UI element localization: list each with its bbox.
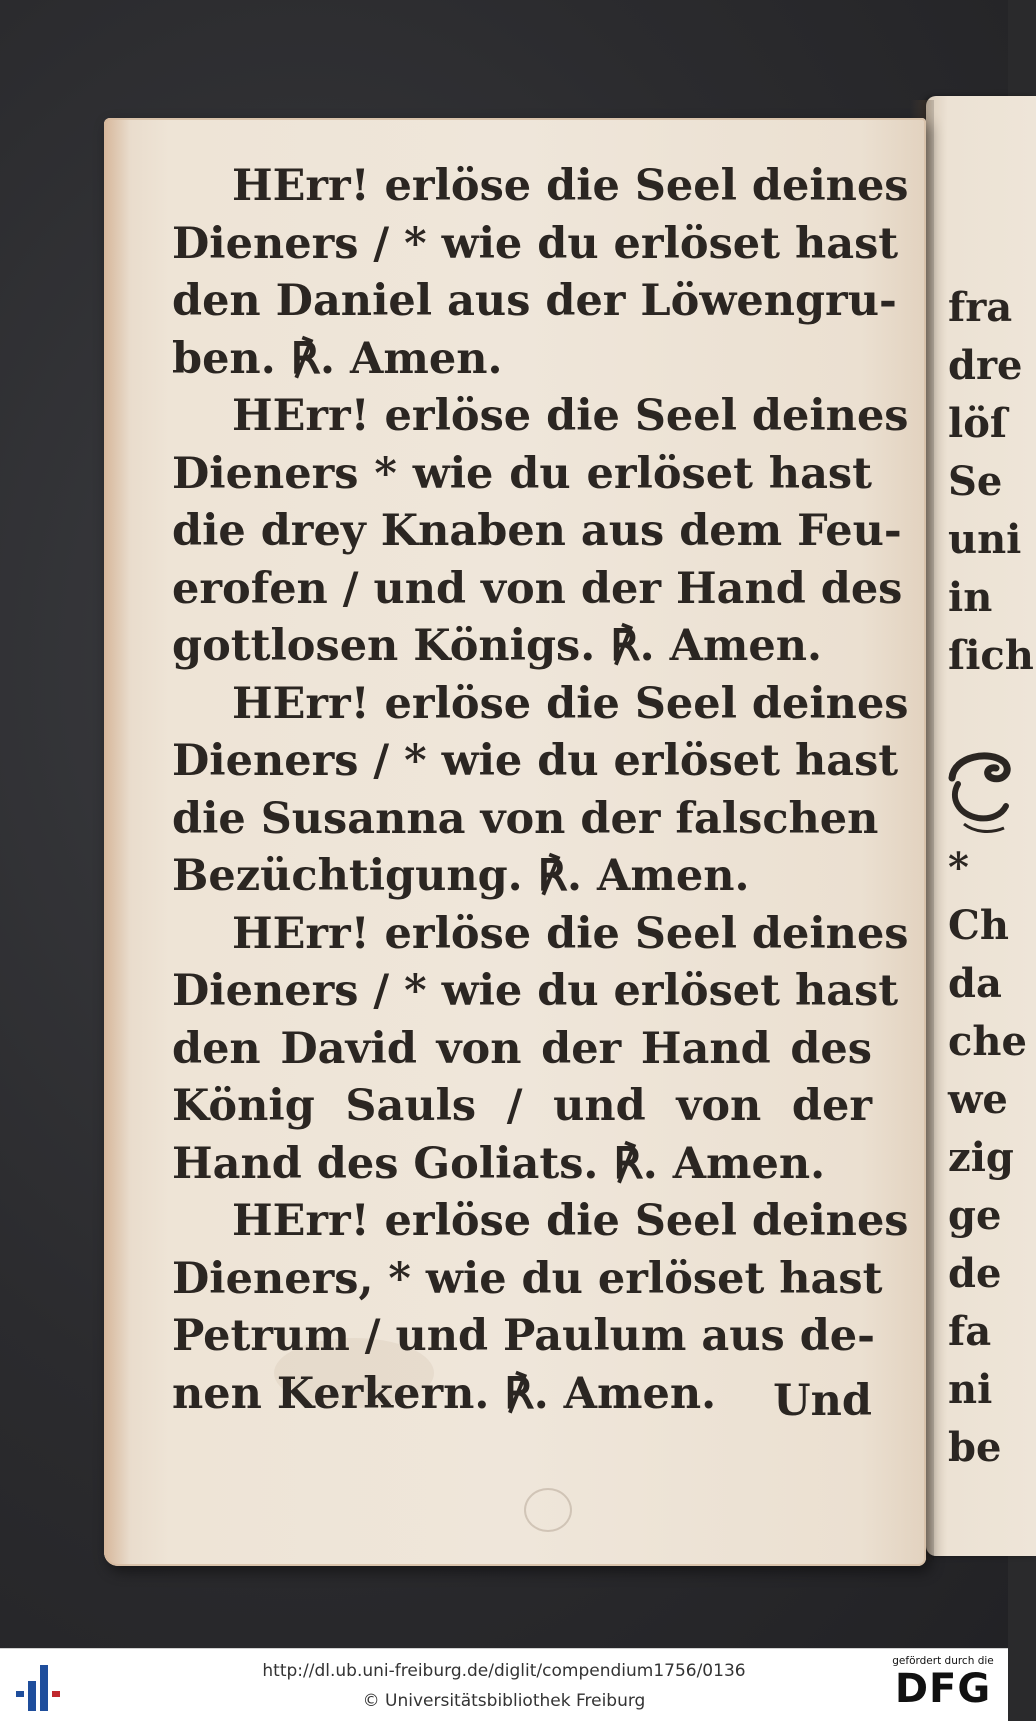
facing-line: uni <box>948 516 1022 563</box>
text-line: gottlosen Königs. ℟. Amen. <box>172 621 823 671</box>
facing-line: Se <box>948 458 1003 505</box>
facing-line: Ch <box>948 902 1009 949</box>
facing-page <box>926 96 1036 1556</box>
page-body-text <box>172 158 909 1423</box>
facing-line: ge <box>948 1192 1002 1239</box>
facing-line: in <box>948 574 993 621</box>
book-page <box>104 118 926 1566</box>
facing-line: be <box>948 1424 1002 1471</box>
facing-line: fa <box>948 1308 992 1355</box>
text-line: Dieners, * wie du erlöset hast <box>172 1253 883 1304</box>
facing-line: ſich <box>948 632 1034 679</box>
facing-line: zig <box>948 1134 1014 1181</box>
text-line: die drey Knaben aus dem Feu- <box>172 506 902 556</box>
text-line: HErr! erlöse die Seel deines <box>232 1196 909 1246</box>
dfg-mark: DFG <box>894 1666 992 1712</box>
text-line: Dieners * wie du erlöset hast <box>172 448 872 499</box>
facing-line: dre <box>948 342 1023 389</box>
text-line: König Sauls / und von der <box>172 1081 872 1131</box>
facing-line: * <box>948 844 969 891</box>
catchword: Und <box>773 1376 872 1426</box>
text-line: Petrum / und Paulum aus de- <box>172 1311 875 1361</box>
facing-line: de <box>948 1250 1002 1297</box>
text-line: nen Kerkern. ℟. Amen. <box>172 1368 717 1419</box>
facing-line: fra <box>948 284 1013 331</box>
text-line: Hand des Goliats. ℟. Amen. <box>172 1138 826 1189</box>
text-line: Dieners / * wie du erlöset hast <box>172 966 899 1016</box>
text-line: Bezüchtigung. ℟. Amen. <box>172 851 750 901</box>
text-line: den Daniel aus der Löwengru- <box>172 276 897 326</box>
facing-line: che <box>948 1018 1027 1065</box>
text-line: HErr! erlöse die Seel deines <box>232 678 909 729</box>
text-line: Dieners / * wie du erlöset hast <box>172 736 899 786</box>
dfg-logo-icon[interactable] <box>888 1655 998 1717</box>
copyright-credit: © Universitätsbibliothek Freiburg <box>362 1691 646 1711</box>
text-line: HErr! erlöse die Seel deines <box>232 391 909 441</box>
text-line: erofen / und von der Hand des <box>172 563 903 614</box>
dfg-caption: gefördert durch die <box>892 1655 994 1667</box>
ornamental-initial-icon <box>944 748 1014 838</box>
paper-ring-mark <box>524 1488 572 1532</box>
facing-line: ni <box>948 1366 993 1413</box>
text-line: den David von der Hand des <box>172 1023 872 1074</box>
text-line: HErr! erlöse die Seel deines <box>232 908 909 959</box>
text-line: Dieners / * wie du erlöset hast <box>172 218 899 269</box>
facing-line: we <box>948 1076 1008 1123</box>
text-line: HErr! erlöse die Seel deines <box>232 161 909 211</box>
viewer-footer <box>0 1648 1008 1721</box>
facing-line: da <box>948 960 1002 1007</box>
text-line: die Susanna von der falschen <box>172 793 879 844</box>
text-line: ben. ℟. Amen. <box>172 333 503 384</box>
permalink-url[interactable]: http://dl.ub.uni-freiburg.de/diglit/compendium1756/0136 <box>262 1661 746 1681</box>
facing-line: löſ <box>948 400 1008 447</box>
